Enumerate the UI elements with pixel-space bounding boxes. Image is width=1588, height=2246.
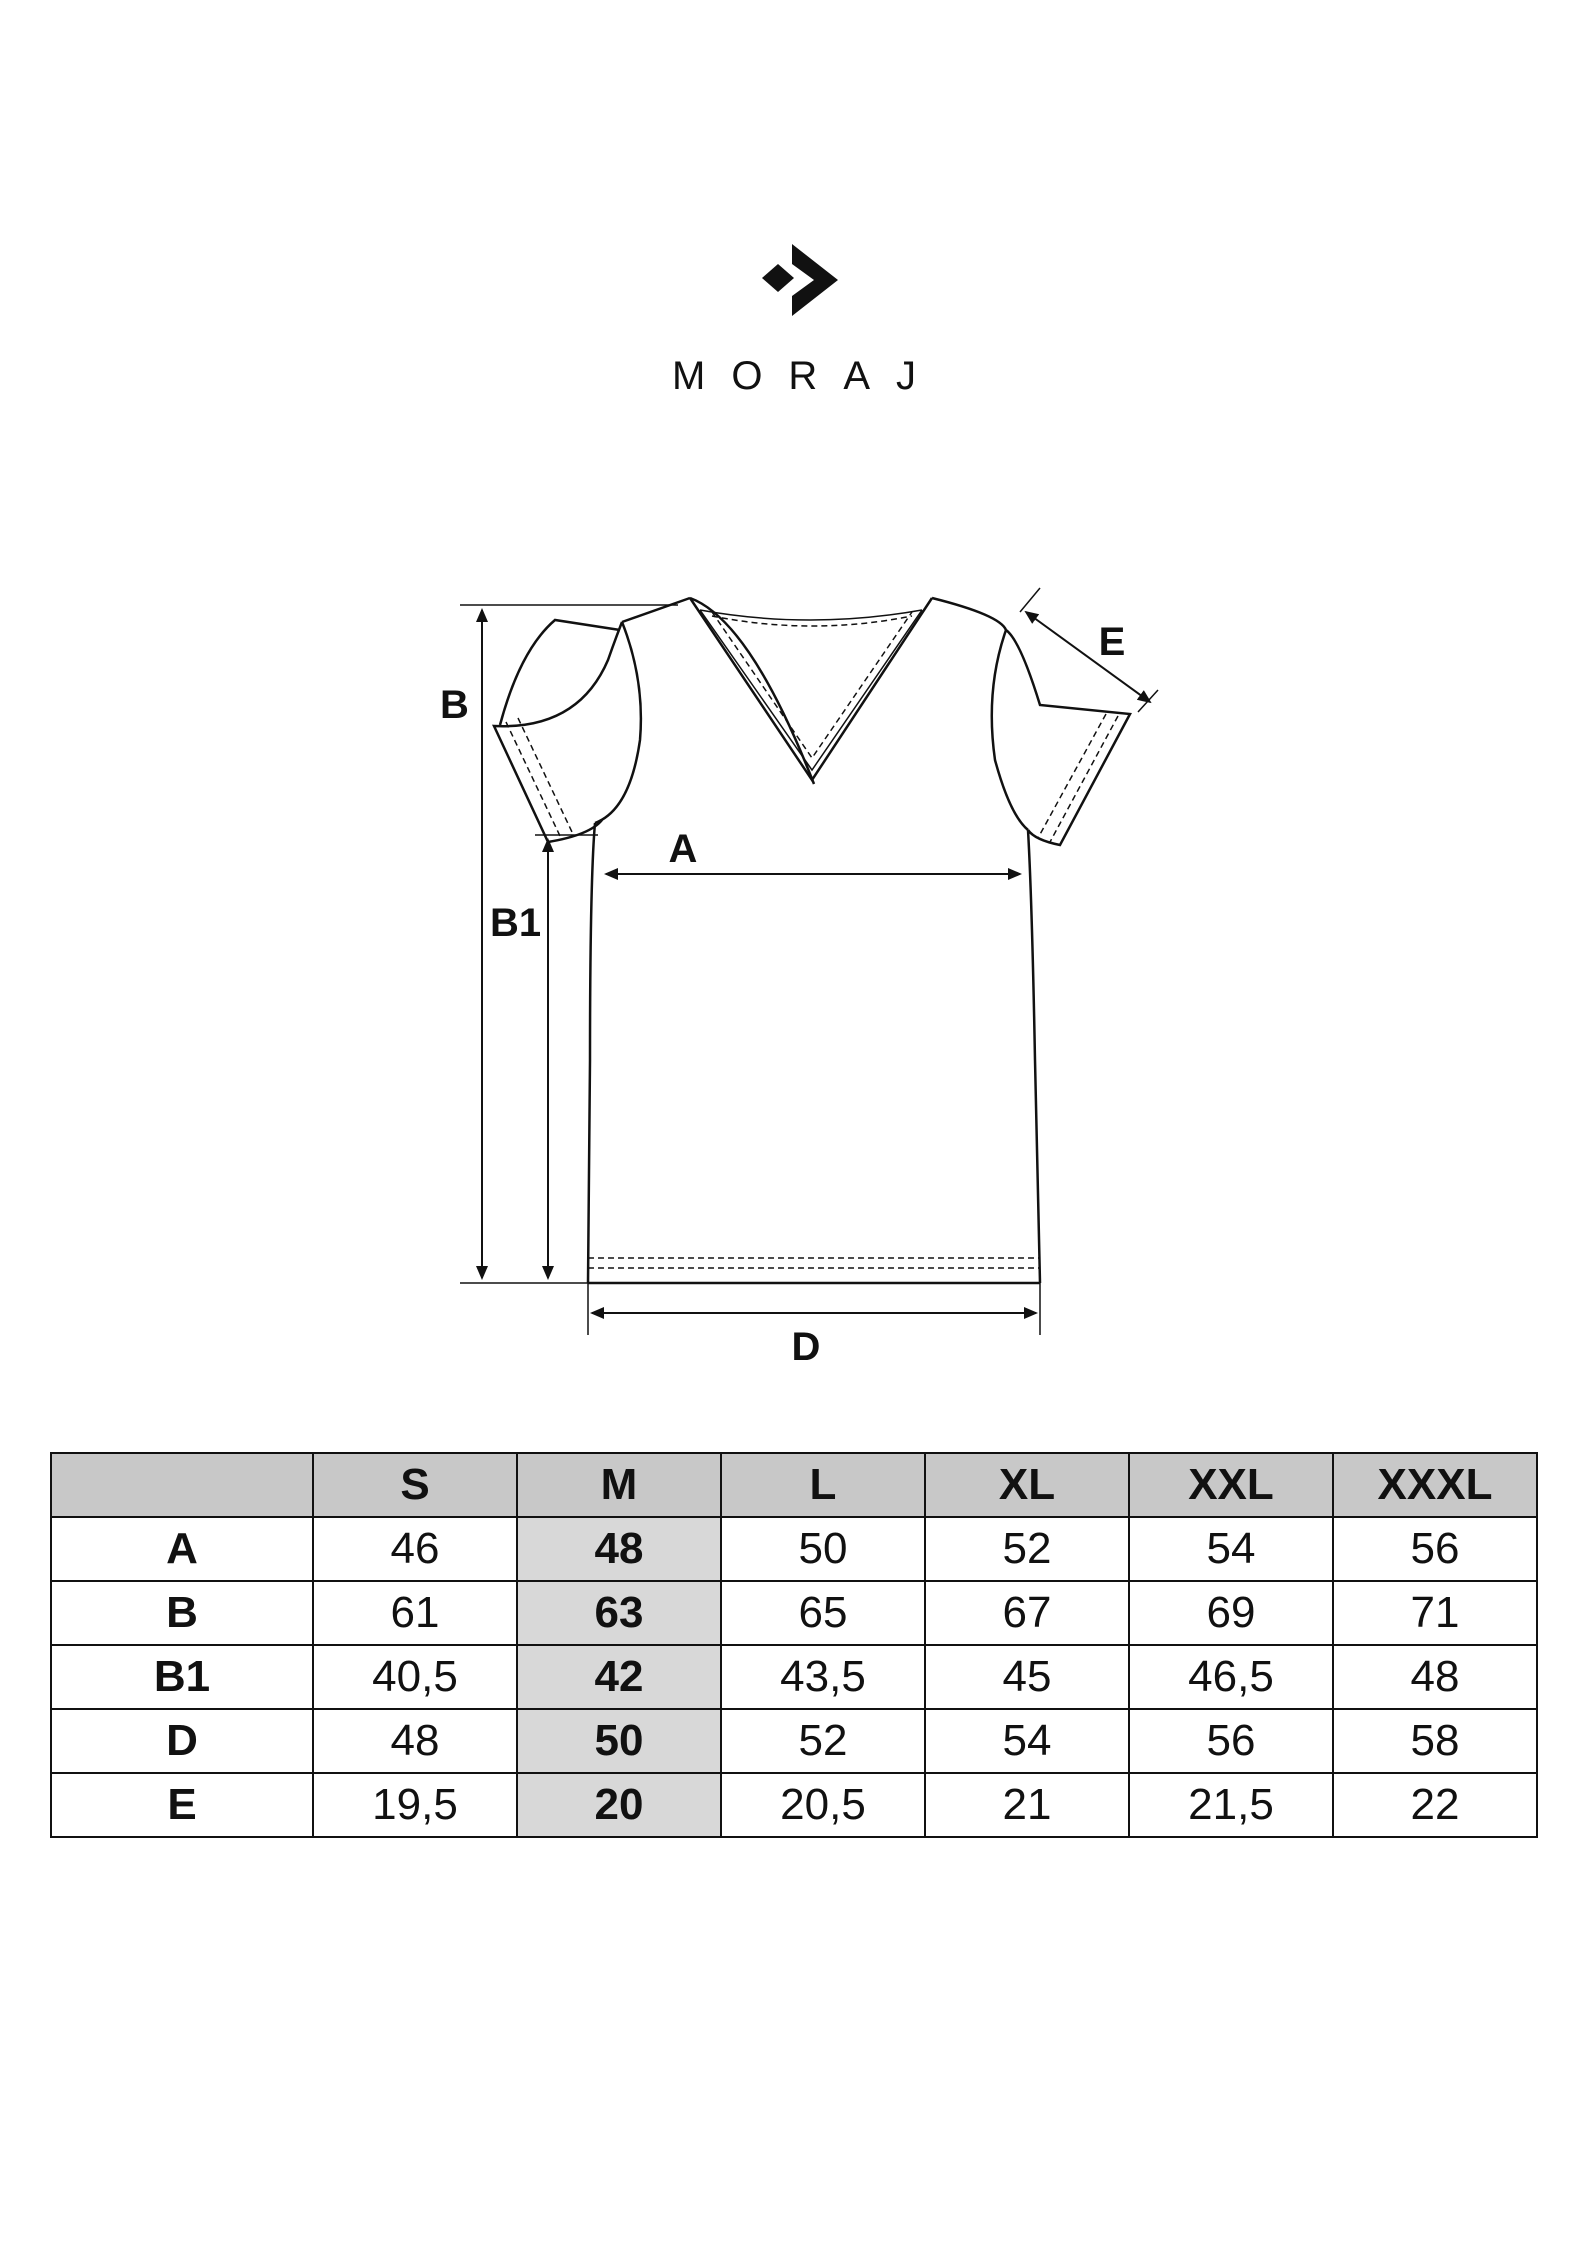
table-row — [51, 1517, 1537, 1581]
label-a: A — [668, 827, 698, 871]
brand-name: MORAJ — [672, 354, 942, 398]
table-cell: 46,5 — [1129, 1645, 1333, 1709]
row-label: B — [51, 1581, 313, 1645]
table-cell: 71 — [1333, 1581, 1537, 1645]
table-row — [51, 1709, 1537, 1773]
row-label: E — [51, 1773, 313, 1837]
table-cell: 43,5 — [721, 1645, 925, 1709]
table-cell: 54 — [1129, 1517, 1333, 1581]
table-cell: 69 — [1129, 1581, 1333, 1645]
table-cell: 19,5 — [313, 1773, 517, 1837]
table-cell: 56 — [1333, 1517, 1537, 1581]
row-label: B1 — [51, 1645, 313, 1709]
column-header-m: M — [517, 1453, 721, 1517]
neckline-stitching — [700, 610, 922, 770]
table-cell: 58 — [1333, 1709, 1537, 1773]
size-chart-table — [50, 1452, 1538, 1838]
label-b: B — [440, 683, 469, 727]
column-header-s: S — [313, 1453, 517, 1517]
row-label: A — [51, 1517, 313, 1581]
table-corner-cell — [51, 1453, 313, 1517]
table-cell: 21,5 — [1129, 1773, 1333, 1837]
table-cell: 20,5 — [721, 1773, 925, 1837]
table-row — [51, 1773, 1537, 1837]
column-header-xl: XL — [925, 1453, 1129, 1517]
table-header-row — [51, 1453, 1537, 1517]
column-header-xxl: XXL — [1129, 1453, 1333, 1517]
table-cell: 54 — [925, 1709, 1129, 1773]
table-cell: 22 — [1333, 1773, 1537, 1837]
table-cell: 52 — [925, 1517, 1129, 1581]
table-cell-highlighted: 63 — [517, 1581, 721, 1645]
table-cell-highlighted: 48 — [517, 1517, 721, 1581]
table-cell-highlighted: 42 — [517, 1645, 721, 1709]
tshirt-outline — [494, 598, 1130, 1283]
measure-e-line — [1026, 612, 1150, 702]
label-e: E — [1098, 620, 1126, 664]
table-cell: 48 — [1333, 1645, 1537, 1709]
label-b1: B1 — [490, 901, 542, 945]
table-row — [51, 1581, 1537, 1645]
table-cell: 46 — [313, 1517, 517, 1581]
column-header-xxxl: XXXL — [1333, 1453, 1537, 1517]
table-cell: 21 — [925, 1773, 1129, 1837]
column-header-l: L — [721, 1453, 925, 1517]
table-cell: 56 — [1129, 1709, 1333, 1773]
table-cell: 45 — [925, 1645, 1129, 1709]
hem-stitching — [588, 1258, 1040, 1268]
table-cell: 48 — [313, 1709, 517, 1773]
table-cell: 52 — [721, 1709, 925, 1773]
table-row — [51, 1645, 1537, 1709]
table-cell: 67 — [925, 1581, 1129, 1645]
table-cell-highlighted: 50 — [517, 1709, 721, 1773]
row-label: D — [51, 1709, 313, 1773]
measurement-lines — [460, 588, 1158, 1335]
table-cell: 61 — [313, 1581, 517, 1645]
table-cell: 65 — [721, 1581, 925, 1645]
table-cell-highlighted: 20 — [517, 1773, 721, 1837]
table-cell: 50 — [721, 1517, 925, 1581]
table-cell: 40,5 — [313, 1645, 517, 1709]
label-d: D — [791, 1325, 821, 1369]
